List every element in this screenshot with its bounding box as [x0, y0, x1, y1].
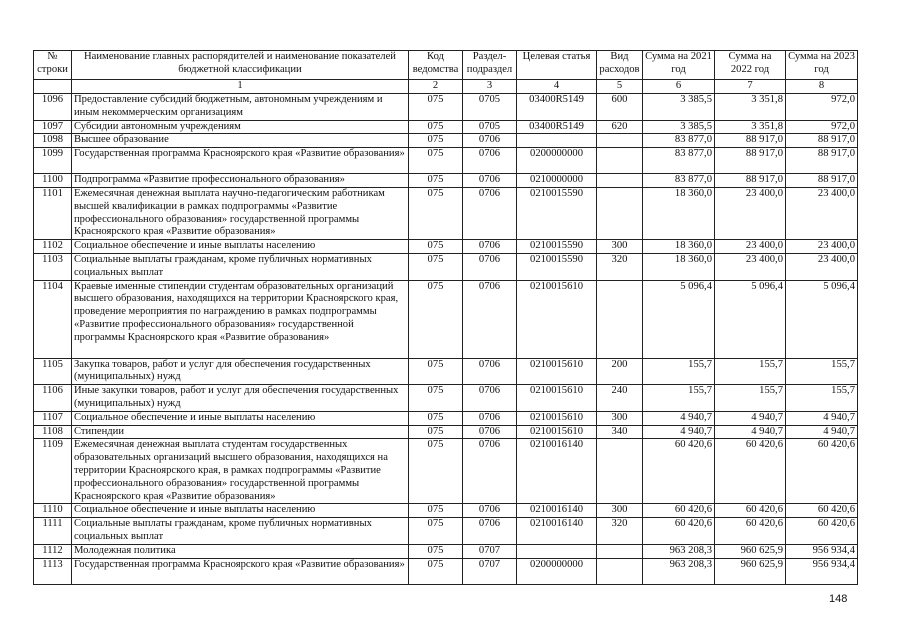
row-name: Социальные выплаты гражданам, кроме публичных нормативных социальных выплат: [72, 518, 409, 545]
sum-2023: 60 420,6: [786, 504, 858, 518]
sum-2022: 155,7: [715, 358, 786, 385]
target-article: 0210000000: [517, 174, 597, 188]
dept-code: 075: [409, 411, 463, 425]
target-article: 03400R5149: [517, 94, 597, 121]
row-number: 1107: [34, 411, 72, 425]
target-article: 0210015610: [517, 425, 597, 439]
table-row: [34, 280, 858, 358]
expense-type: 200: [597, 358, 643, 385]
expense-type: 300: [597, 411, 643, 425]
section-code: 0705: [463, 94, 517, 121]
sum-2022: 4 940,7: [715, 411, 786, 425]
dept-code: 075: [409, 187, 463, 239]
sum-2021: 83 877,0: [643, 174, 715, 188]
column-number: 3: [463, 80, 517, 94]
dept-code: 075: [409, 134, 463, 148]
header-sum-2022: Сумма на 2022 год: [715, 51, 786, 80]
target-article: 0210015610: [517, 280, 597, 358]
column-number: 8: [786, 80, 858, 94]
section-code: 0706: [463, 411, 517, 425]
expense-type: [597, 558, 643, 584]
expense-type: 320: [597, 518, 643, 545]
target-article: 0210015590: [517, 187, 597, 239]
dept-code: 075: [409, 439, 463, 504]
sum-2022: 23 400,0: [715, 253, 786, 280]
sum-2023: 60 420,6: [786, 518, 858, 545]
sum-2021: 18 360,0: [643, 240, 715, 254]
sum-2023: 972,0: [786, 120, 858, 134]
column-number: 4: [517, 80, 597, 94]
column-number: 1: [72, 80, 409, 94]
expense-type: [597, 134, 643, 148]
sum-2023: 155,7: [786, 385, 858, 412]
target-article: [517, 134, 597, 148]
dept-code: 075: [409, 240, 463, 254]
expense-type: 300: [597, 504, 643, 518]
sum-2022: 88 917,0: [715, 134, 786, 148]
row-name: Иные закупки товаров, работ и услуг для обеспечения государственных (муниципальных) нужд: [72, 385, 409, 412]
section-code: 0706: [463, 187, 517, 239]
sum-2023: 23 400,0: [786, 187, 858, 239]
section-code: 0706: [463, 518, 517, 545]
dept-code: 075: [409, 148, 463, 174]
sum-2023: 4 940,7: [786, 411, 858, 425]
header-sum-2021: Сумма на 2021 год: [643, 51, 715, 80]
section-code: 0707: [463, 558, 517, 584]
sum-2022: 3 351,8: [715, 120, 786, 134]
row-name: Краевые именные стипендии студентам образовательных организаций высшего образования, находящихся на территории Красноярского края, проведение мероприятия по награждению в рамках подпрограммы «Развитие профессионального образования» государственной программы Красноярского края «Развитие образования»: [72, 280, 409, 358]
row-number: 1110: [34, 504, 72, 518]
sum-2021: 60 420,6: [643, 504, 715, 518]
sum-2021: 5 096,4: [643, 280, 715, 358]
expense-type: 600: [597, 94, 643, 121]
row-name: Стипендии: [72, 425, 409, 439]
dept-code: 075: [409, 504, 463, 518]
table-row: [34, 425, 858, 439]
target-article: [517, 544, 597, 558]
section-code: 0706: [463, 385, 517, 412]
sum-2022: 23 400,0: [715, 240, 786, 254]
row-number: 1109: [34, 439, 72, 504]
row-name: Социальное обеспечение и иные выплаты населению: [72, 504, 409, 518]
section-code: 0706: [463, 439, 517, 504]
column-number-row: [34, 80, 858, 94]
table-row: [34, 358, 858, 385]
sum-2021: 155,7: [643, 358, 715, 385]
row-name: Высшее образование: [72, 134, 409, 148]
target-article: 0210016140: [517, 504, 597, 518]
row-number: 1096: [34, 94, 72, 121]
header-section: Раздел-подраздел: [463, 51, 517, 80]
section-code: 0706: [463, 240, 517, 254]
dept-code: 075: [409, 174, 463, 188]
column-number: 6: [643, 80, 715, 94]
expense-type: 300: [597, 240, 643, 254]
sum-2021: 963 208,3: [643, 558, 715, 584]
table-row: [34, 134, 858, 148]
expense-type: [597, 148, 643, 174]
row-name: Подпрограмма «Развитие профессионального образования»: [72, 174, 409, 188]
expense-type: [597, 280, 643, 358]
target-article: 0210015610: [517, 411, 597, 425]
row-name: Ежемесячная денежная выплата студентам государственных образовательных организаций высшего образования, находящихся на территории Красноярского края, в рамках подпрограммы «Развитие профессионального образования» государственной программы Красноярского края «Развитие образования»: [72, 439, 409, 504]
section-code: 0706: [463, 358, 517, 385]
header-target: Целевая статья: [517, 51, 597, 80]
row-number: 1105: [34, 358, 72, 385]
dept-code: 075: [409, 120, 463, 134]
sum-2021: 18 360,0: [643, 253, 715, 280]
sum-2023: 88 917,0: [786, 148, 858, 174]
sum-2022: 60 420,6: [715, 504, 786, 518]
sum-2022: 3 351,8: [715, 94, 786, 121]
sum-2021: 3 385,5: [643, 94, 715, 121]
dept-code: 075: [409, 385, 463, 412]
expense-type: [597, 174, 643, 188]
sum-2021: 4 940,7: [643, 411, 715, 425]
column-number: [34, 80, 72, 94]
dept-code: 075: [409, 518, 463, 545]
expense-type: 620: [597, 120, 643, 134]
sum-2021: 83 877,0: [643, 134, 715, 148]
row-name: Субсидии автономным учреждениям: [72, 120, 409, 134]
sum-2022: 960 625,9: [715, 558, 786, 584]
sum-2022: 23 400,0: [715, 187, 786, 239]
table-row: [34, 94, 858, 121]
sum-2021: 3 385,5: [643, 120, 715, 134]
row-number: 1106: [34, 385, 72, 412]
dept-code: 075: [409, 94, 463, 121]
row-name: Государственная программа Красноярского края «Развитие образования»: [72, 148, 409, 174]
table-row: [34, 148, 858, 174]
row-name: Социальное обеспечение и иные выплаты населению: [72, 411, 409, 425]
table-row: [34, 411, 858, 425]
row-name: Государственная программа Красноярского края «Развитие образования»: [72, 558, 409, 584]
sum-2022: 88 917,0: [715, 148, 786, 174]
sum-2022: 60 420,6: [715, 518, 786, 545]
dept-code: 075: [409, 280, 463, 358]
expense-type: 240: [597, 385, 643, 412]
header-dept-code: Код ведомства: [409, 51, 463, 80]
dept-code: 075: [409, 558, 463, 584]
table-row: [34, 120, 858, 134]
table-row: [34, 253, 858, 280]
row-number: 1099: [34, 148, 72, 174]
target-article: 0210016140: [517, 518, 597, 545]
row-number: 1103: [34, 253, 72, 280]
row-number: 1102: [34, 240, 72, 254]
sum-2023: 23 400,0: [786, 253, 858, 280]
row-name: Предоставление субсидий бюджетным, автономным учреждениям и иным некоммерческим организациям: [72, 94, 409, 121]
row-name: Социальное обеспечение и иные выплаты населению: [72, 240, 409, 254]
row-number: 1112: [34, 544, 72, 558]
target-article: 0200000000: [517, 148, 597, 174]
expense-type: [597, 187, 643, 239]
dept-code: 075: [409, 425, 463, 439]
table-row: [34, 544, 858, 558]
row-number: 1111: [34, 518, 72, 545]
section-code: 0706: [463, 504, 517, 518]
section-code: 0707: [463, 544, 517, 558]
section-code: 0706: [463, 280, 517, 358]
header-name: Наименование главных распорядителей и наименование показателей бюджетной классификации: [72, 51, 409, 80]
target-article: 0210016140: [517, 439, 597, 504]
sum-2021: 60 420,6: [643, 518, 715, 545]
dept-code: 075: [409, 544, 463, 558]
target-article: 0210015590: [517, 253, 597, 280]
target-article: 03400R5149: [517, 120, 597, 134]
section-code: 0706: [463, 134, 517, 148]
sum-2022: 4 940,7: [715, 425, 786, 439]
row-number: 1097: [34, 120, 72, 134]
sum-2021: 4 940,7: [643, 425, 715, 439]
header-exp-type: Вид расходов: [597, 51, 643, 80]
sum-2021: 963 208,3: [643, 544, 715, 558]
sum-2022: 960 625,9: [715, 544, 786, 558]
row-name: Закупка товаров, работ и услуг для обеспечения государственных (муниципальных) нужд: [72, 358, 409, 385]
column-number: 5: [597, 80, 643, 94]
row-name: Социальные выплаты гражданам, кроме публичных нормативных социальных выплат: [72, 253, 409, 280]
dept-code: 075: [409, 253, 463, 280]
row-number: 1104: [34, 280, 72, 358]
sum-2023: 88 917,0: [786, 134, 858, 148]
table-row: [34, 240, 858, 254]
header-row: [34, 51, 858, 80]
target-article: 0210015610: [517, 385, 597, 412]
header-row-no: № строки: [34, 51, 72, 80]
target-article: 0200000000: [517, 558, 597, 584]
row-name: Ежемесячная денежная выплата научно-педагогическим работникам высшей квалификации в рамках подпрограммы «Развитие профессионального образования» государственной программы Красноярского края «Развитие образования»: [72, 187, 409, 239]
sum-2023: 60 420,6: [786, 439, 858, 504]
page-number: 148: [829, 593, 848, 605]
row-number: 1100: [34, 174, 72, 188]
sum-2023: 956 934,4: [786, 558, 858, 584]
table-row: [34, 558, 858, 584]
table-row: [34, 504, 858, 518]
sum-2021: 18 360,0: [643, 187, 715, 239]
sum-2021: 155,7: [643, 385, 715, 412]
table-row: [34, 174, 858, 188]
row-number: 1108: [34, 425, 72, 439]
row-number: 1098: [34, 134, 72, 148]
table-row: [34, 439, 858, 504]
sum-2022: 88 917,0: [715, 174, 786, 188]
sum-2021: 83 877,0: [643, 148, 715, 174]
header-sum-2023: Сумма на 2023 год: [786, 51, 858, 80]
sum-2023: 5 096,4: [786, 280, 858, 358]
row-name: Молодежная политика: [72, 544, 409, 558]
table-row: [34, 385, 858, 412]
expense-type: 320: [597, 253, 643, 280]
expense-type: [597, 439, 643, 504]
sum-2023: 88 917,0: [786, 174, 858, 188]
sum-2022: 60 420,6: [715, 439, 786, 504]
section-code: 0705: [463, 120, 517, 134]
sum-2023: 4 940,7: [786, 425, 858, 439]
sum-2022: 155,7: [715, 385, 786, 412]
dept-code: 075: [409, 358, 463, 385]
sum-2023: 956 934,4: [786, 544, 858, 558]
section-code: 0706: [463, 425, 517, 439]
row-number: 1101: [34, 187, 72, 239]
target-article: 0210015610: [517, 358, 597, 385]
section-code: 0706: [463, 174, 517, 188]
table-row: [34, 187, 858, 239]
row-number: 1113: [34, 558, 72, 584]
sum-2023: 972,0: [786, 94, 858, 121]
sum-2021: 60 420,6: [643, 439, 715, 504]
expense-type: 340: [597, 425, 643, 439]
sum-2023: 155,7: [786, 358, 858, 385]
section-code: 0706: [463, 253, 517, 280]
column-number: 7: [715, 80, 786, 94]
section-code: 0706: [463, 148, 517, 174]
expense-type: [597, 544, 643, 558]
table-row: [34, 518, 858, 545]
column-number: 2: [409, 80, 463, 94]
sum-2022: 5 096,4: [715, 280, 786, 358]
budget-table: [33, 50, 858, 585]
sum-2023: 23 400,0: [786, 240, 858, 254]
target-article: 0210015590: [517, 240, 597, 254]
